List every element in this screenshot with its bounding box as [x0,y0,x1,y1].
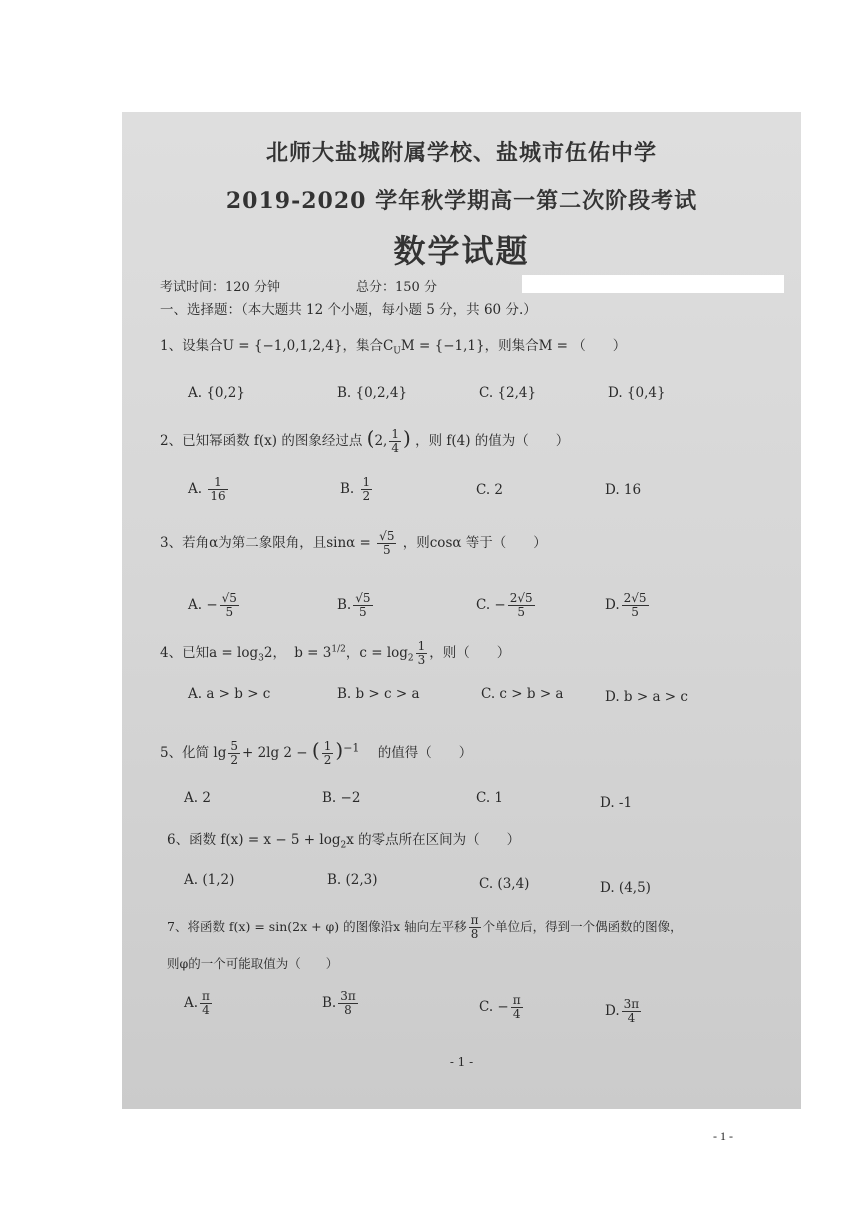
q6-option-d: D. (4,5) [600,880,651,896]
q2-option-d: D. 16 [605,482,642,498]
q4-option-a: A. a > b > c [188,686,271,702]
q3-stem-b: ，则cosα 等于（ ） [402,535,547,551]
q7-option-a: A. $\frac{\pi}{4}$ [184,989,210,1017]
question-5: 5、化简 lg $\frac{5}{2}$ + 2lg 2 − ( $\frac{1}{2}$ )$^{-1}$ 的值得（ ） [160,738,473,767]
subject-title: 数学试题 [393,232,530,270]
exam-time: 考试时间：120 分钟 [160,280,280,295]
q7-option-d: D. $\frac{3\pi}{4}$ [605,997,640,1025]
q5-option-a: A. 2 [184,790,211,806]
page-number: - 1 - [713,1129,733,1143]
q6-option-b: B. (2,3) [327,872,378,888]
q6-option-c: C. (3,4) [479,876,530,892]
q2-point-x: 2, [374,433,388,449]
q1-option-c: C. {2,4} [479,385,537,401]
q6-option-a: A. (1,2) [184,872,235,888]
q5-option-c: C. 1 [476,790,504,806]
question-4: 4、已知$a = \log_32$， $b = 3^{1/2}$，$c = \log_2$ $\frac{1}{3}$ ，则（ ） [160,639,511,667]
question-7-line2: 则φ的一个可能取值为（ ） [167,956,339,971]
q1-option-b: B. {0,2,4} [337,385,408,401]
exam-photo [122,112,801,1109]
q2-stem: 2、已知幂函数 f(x) 的图象经过点 [160,433,363,449]
section-heading: 一、选择题：（本大题共 12 个小题，每小题 5 分，共 60 分.） [160,302,537,318]
inner-page-number: - 1 - [449,1055,474,1069]
q3-option-c: C. − $\frac{2√5}{5}$ [476,591,533,619]
q5-option-b: B. −2 [322,790,361,806]
q2-option-b: B. $\frac{1}{2}$ [340,475,371,503]
q7-option-c: C. − $\frac{\pi}{4}$ [479,993,521,1021]
q3-stem: 3、若角α为第二象限角，且sinα = [160,535,371,551]
q1-option-a: A. {0,2} [188,385,245,401]
school-title: 北师大盐城附属学校、盐城市伍佑中学 [265,140,657,166]
term-title: 2019-2020 学年秋学期高一第二次阶段考试 [225,188,698,214]
q3-option-b: B. $\frac{√5}{5}$ [337,591,371,619]
question-6: 6、函数 $f(x) = x - 5 + \log_2x$ 的零点所在区间为（ ） [167,832,521,851]
q1-stem-b: M = {−1,1}，则集合M = （ ） [400,338,627,354]
q5-option-d: D. -1 [600,795,633,811]
redaction-bar [522,275,784,293]
q2-stem-b: ，则 f(4) 的值为（ ） [415,433,570,449]
q1-option-d: D. {0,4} [608,385,666,401]
q7-option-b: B. $\frac{3\pi}{8}$ [322,989,356,1017]
q2-option-c: C. 2 [476,482,504,498]
q3-option-a: A. − $\frac{√5}{5}$ [188,591,237,619]
q4-option-c: C. c > b > a [481,686,564,702]
q1-stem: 1、设集合U = {−1,0,1,2,4}，集合C [160,338,394,354]
q3-stem-frac: $\frac{√5}{5}$ [379,529,395,557]
q3-option-d: D. $\frac{2√5}{5}$ [605,591,647,619]
question-3 [160,530,547,557]
q1-sub: U [393,346,401,357]
total-score: 总分：150 分 [356,280,437,295]
q4-option-b: B. b > c > a [337,686,420,702]
q2-option-a: A. $\frac{1}{16}$ [188,475,226,503]
q4-option-d: D. b > a > c [605,689,688,705]
q2-point-frac: $\frac{1}{4}$ [391,427,399,455]
question-1 [160,334,626,357]
question-7: 7、将函数 f(x) = sin(2x + φ) 的图像沿x 轴向左平移 $\frac{\pi}{8}$ 个单位后，得到一个偶函数的图像， [167,913,683,941]
question-2: 2、已知幂函数 f(x) 的图象经过点 (2, $\frac{1}{4}$ ) ，则 f(4) 的值为（ ） [160,426,570,455]
